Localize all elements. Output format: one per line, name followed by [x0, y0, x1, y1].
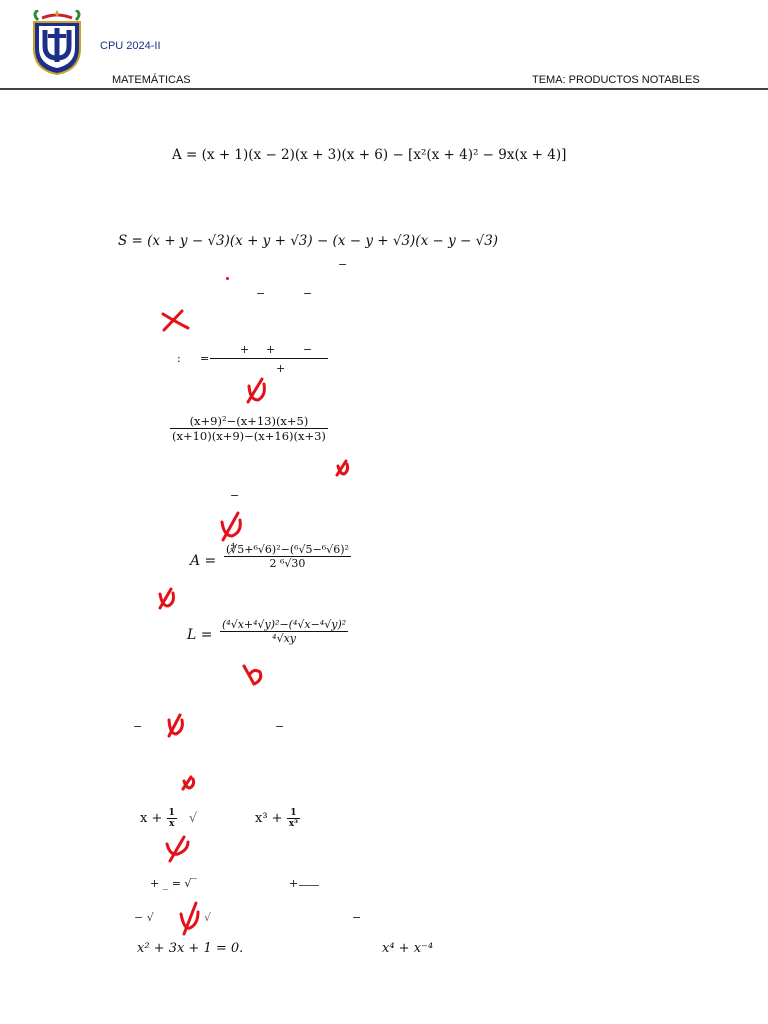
fraction-numerator: (x+9)²−(x+13)(x+5): [170, 414, 328, 429]
red-x-mark: [180, 774, 198, 792]
fraction-denominator: x: [168, 819, 175, 829]
equals-fragment: =: [200, 352, 210, 365]
plus-equals-root-fragment: + _ = √‾: [150, 877, 197, 890]
fraction-bar: [210, 358, 328, 359]
equation-s: S = (x + y − √3)(x + y + √3) − (x − y + √3)(x − y − √3): [118, 233, 499, 249]
equation-l-lhs: L =: [187, 627, 213, 643]
minus-fragment: −: [230, 489, 240, 502]
university-logo: [28, 10, 86, 76]
fraction-numerator: 1: [287, 808, 300, 819]
equation-a: A = (x + 1)(x − 2)(x + 3)(x + 6) − [x²(x + 4)² − 9x(x + 4)]: [172, 147, 567, 163]
minus-fragment: −: [338, 258, 348, 271]
fraction-numerator: 1: [168, 808, 175, 818]
colon-fragment: :: [177, 352, 181, 365]
course-label: CPU 2024-II: [100, 40, 161, 52]
minus-fragment: −: [303, 343, 313, 356]
minus-fragment: −: [352, 911, 362, 924]
minus-fragment: −: [256, 287, 266, 300]
red-x-mark: [164, 834, 192, 864]
expr-x-cubed: x³ +: [255, 811, 283, 826]
fraction-bar: [299, 885, 319, 886]
red-x-mark: [240, 662, 266, 688]
red-dot: [226, 277, 229, 280]
minus-fragment: −: [133, 720, 143, 733]
fraction-denominator: (x+10)(x+9)−(x+16)(x+3): [172, 429, 326, 443]
fraction-numerator: (⁴√x+⁴√y)²−(⁴√x−⁴√y)²: [222, 618, 347, 631]
red-x-mark: [244, 376, 270, 406]
equation-x4-plus: x⁴ + x⁻⁴: [382, 941, 434, 956]
topic-label: TEMA: PRODUCTOS NOTABLES: [532, 74, 700, 86]
root-symbol: √: [188, 811, 198, 826]
plus-fragment: +: [240, 343, 250, 356]
red-x-mark: [178, 900, 202, 938]
minus-fragment: −: [303, 287, 313, 300]
root-fragment: √: [204, 911, 212, 924]
expr-x-plus: x +: [140, 811, 163, 826]
fraction-denominator: x³: [288, 819, 299, 829]
equation-fraction-4: [224, 543, 351, 570]
equation-fraction-3: [170, 414, 328, 443]
plus-fragment: +: [266, 343, 276, 356]
red-x-mark: [164, 712, 188, 740]
fraction-denominator: 2 ⁶√30: [269, 557, 306, 570]
minus-root-fragment: − √: [134, 911, 154, 924]
header-divider: [0, 88, 768, 90]
fraction-denominator: ⁴√xy: [272, 632, 296, 645]
red-x-mark: [156, 586, 178, 612]
plus-fragment: +: [289, 877, 299, 890]
equation-fraction-5: [220, 618, 348, 645]
equation-a-lhs: A =: [190, 553, 217, 569]
red-x-mark: [218, 510, 246, 544]
equation-x-plus: [140, 808, 197, 829]
red-x-mark: [160, 308, 192, 334]
plus-fragment: +: [276, 362, 286, 375]
subject-label: MATEMÁTICAS: [112, 74, 191, 86]
equation-x-cubed: [255, 808, 300, 829]
equation-quadratic: x² + 3x + 1 = 0.: [137, 941, 244, 956]
red-x-mark: [334, 458, 352, 478]
minus-fragment: −: [275, 720, 285, 733]
fraction-numerator: (∜̸5+⁶√6)²−(⁶√5−⁶√6)²: [226, 543, 349, 556]
